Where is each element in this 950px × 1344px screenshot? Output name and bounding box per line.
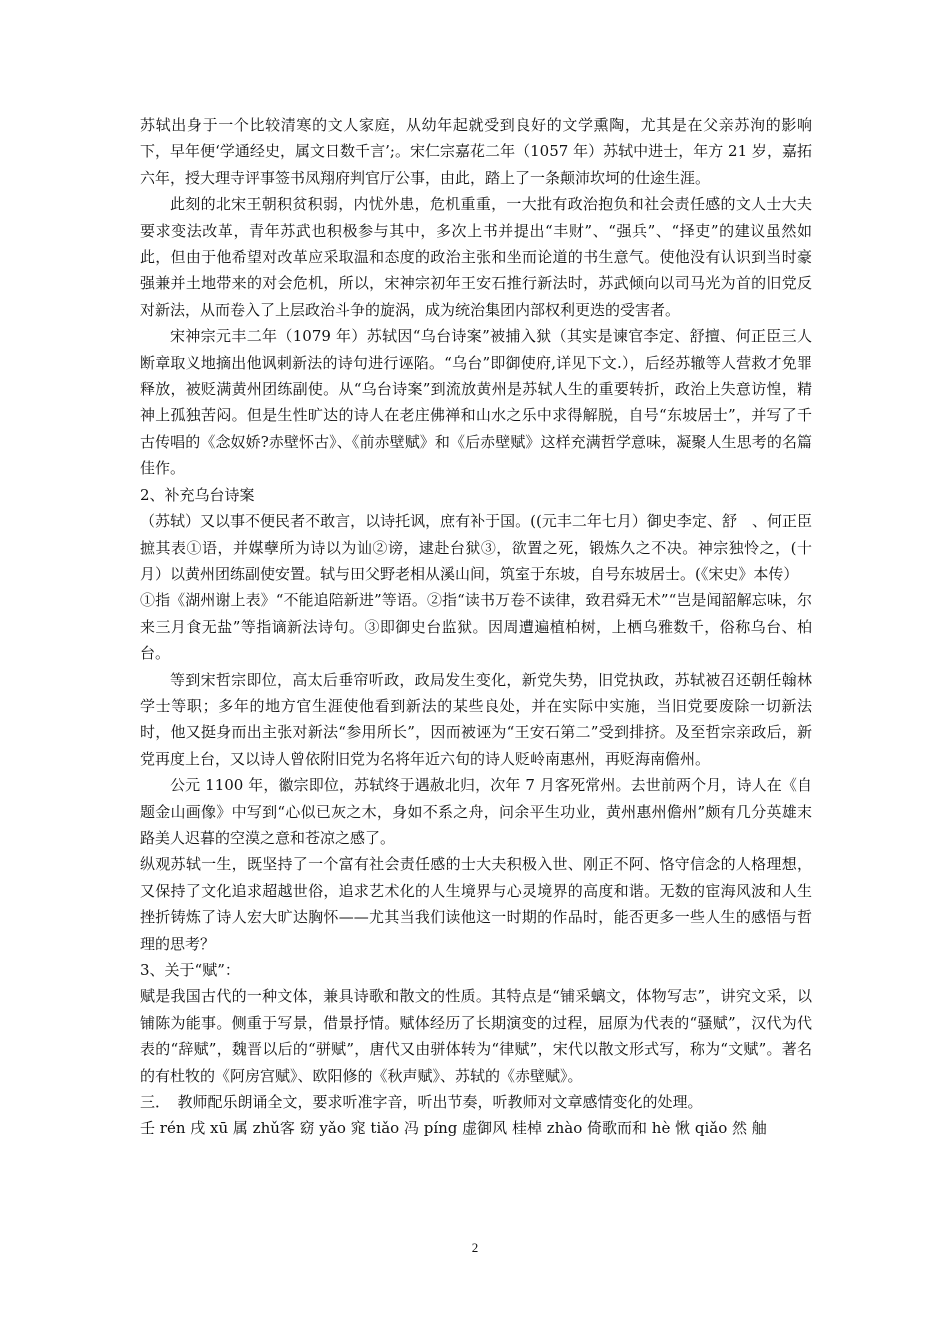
section-heading-wutai: 2、补充乌台诗案	[140, 485, 255, 504]
section-heading-fu: 3、关于“赋”：	[140, 961, 240, 979]
pronunciation-line: 壬 rén 戌 xū 属 zhǔ客 窈 yǎo 窕 tiǎo 冯 píng 虚御风 桂棹 zhào 倚歌而和 hè 愀 qiǎo 然 舳	[140, 1119, 767, 1138]
paragraph-zhezong: 等到宋哲宗即位，高太后垂帘听政，政局发生变化，新党失势，旧党执政，苏轼被召还朝任翰林学士等职；多年的地方官生涯使他看到新法的某些良处，并在实际中实施，当旧党要废除一切新法时，他又挺身而出主张对新法“参用所长”，因而被诬为“王安石第二”受到排挤。及至哲宗亲政后，新党再度上台，又以诗人曾依附旧党为名将年近六旬的诗人贬岭南惠州，再贬海南儋州。	[140, 670, 812, 768]
paragraph-wutai-notes: ①指《湖州谢上表》“不能追陪新进”等语。②指“读书万卷不读律，致君舜无术”“岂是闻韶解忘味，尔来三月食无盐”等指谪新法诗句。③即御史台监狱。因周遭遍植柏树，上栖乌雅数千，俗称乌台、柏台。	[140, 591, 812, 663]
paragraph-3: 宋神宗元丰二年（1079 年）苏轼因“乌台诗案”被捕入狱（其实是谏官李定、舒擅、何正臣三人断章取义地摘出他讽刺新法的诗句进行诬陷。“乌台”即御使府,详见下文.），后经苏辙等人营救才免罪释放，被贬满黄州团练副使。从“乌台诗案”到流放黄州是苏轼人生的重要转折，政治上失意访惶，精神上孤独苦闷。但是生性旷达的诗人在老庄佛禅和山水之乐中求得解脱，自号“东坡居士”，并写了千古传唱的《念奴娇?赤壁怀古》、《前赤壁赋》和《后赤壁赋》这样充满哲学意味，凝聚人生思考的名篇佳作。	[140, 327, 812, 478]
paragraph-summary: 纵观苏轼一生，既坚持了一个富有社会责任感的士大夫积极入世、刚正不阿、恪守信念的人格理想，又保持了文化追求超越世俗，追求艺术化的人生境界与心灵境界的高度和谐。无数的宦海风波和人生挫折铸炼了诗人宏大旷达胸怀——尤其当我们读他这一时期的作品时，能否更多一些人生的感悟与哲理的思考？	[140, 855, 812, 953]
document-body	[140, 112, 812, 1142]
section-heading-reading: 三． 教师配乐朗诵全文，要求听准字音，听出节奏，听教师对文章感情变化的处理。	[140, 1093, 703, 1112]
paragraph-fu: 赋是我国古代的一种文体，兼具诗歌和散文的性质。其特点是“铺采螭文，体物写志”，讲究文采，以铺陈为能事。侧重于写景，借景抒情。赋体经历了长期演变的过程，屈原为代表的“骚赋”，汉代为代表的“辞赋”，魏晋以后的“骈赋”，唐代又由骈体转为“律赋”，宋代以散文形式写，称为“文赋”。著名的有杜牧的《阿房宫赋》、欧阳修的《秋声赋》、苏轼的《赤壁赋》。	[140, 987, 812, 1085]
paragraph-wutai-quote: （苏轼）又以事不便民者不敢言，以诗托讽，庶有补于国。((元丰二年七月）御史李定、舒 、何正臣摭其表①语，并媒孽所为诗以为讪②谤，逮赴台狱③，欲置之死，锻炼久之不决。神宗独怜之，(十月）以黄州团练副使安置。轼与田父野老相从溪山间，筑室于东坡，自号东坡居士。(《宋史》本传）	[140, 512, 812, 583]
paragraph-1100: 公元 1100 年，徽宗即位，苏轼终于遇赦北归，次年 7 月客死常州。去世前两个月，诗人在《自题金山画像》中写到“心似已灰之木，身如不系之舟，问余平生功业，黄州惠州儋州”颇有几分英雄末路美人迟暮的空漠之意和苍凉之感了。	[140, 776, 812, 847]
page-number: 2	[471, 1240, 479, 1255]
paragraph-1: 苏轼出身于一个比较清寒的文人家庭，从幼年起就受到良好的文学熏陶，尤其是在父亲苏洵的影响下，早年便‘学通经史，属文日数千言’;。宋仁宗嘉花二年（1057 年）苏轼中进士，年方 21 岁，嘉拓六年，授大理寺评事签书凤翔府判官厅公事，由此，踏上了一条颠沛坎坷的仕途生涯。	[140, 116, 812, 187]
paragraph-2: 此刻的北宋王朝积贫积弱，内忧外患，危机重重，一大批有政治抱负和社会责任感的文人士大夫要求变法改革，青年苏武也积极参与其中，多次上书并提出“丰财”、“强兵”、“择吏”的建议虽然如此，但由于他希望对改革应采取温和态度的政治主张和坐而论道的书生意气。使他没有认识到当时豪强兼并土地带来的对会危机，所以，宋神宗初年王安石推行新法时，苏武倾向以司马光为首的旧党反对新法，从而卷入了上层政治斗争的旋涡，成为统治集团内部权利更迭的受害者。	[140, 195, 812, 319]
